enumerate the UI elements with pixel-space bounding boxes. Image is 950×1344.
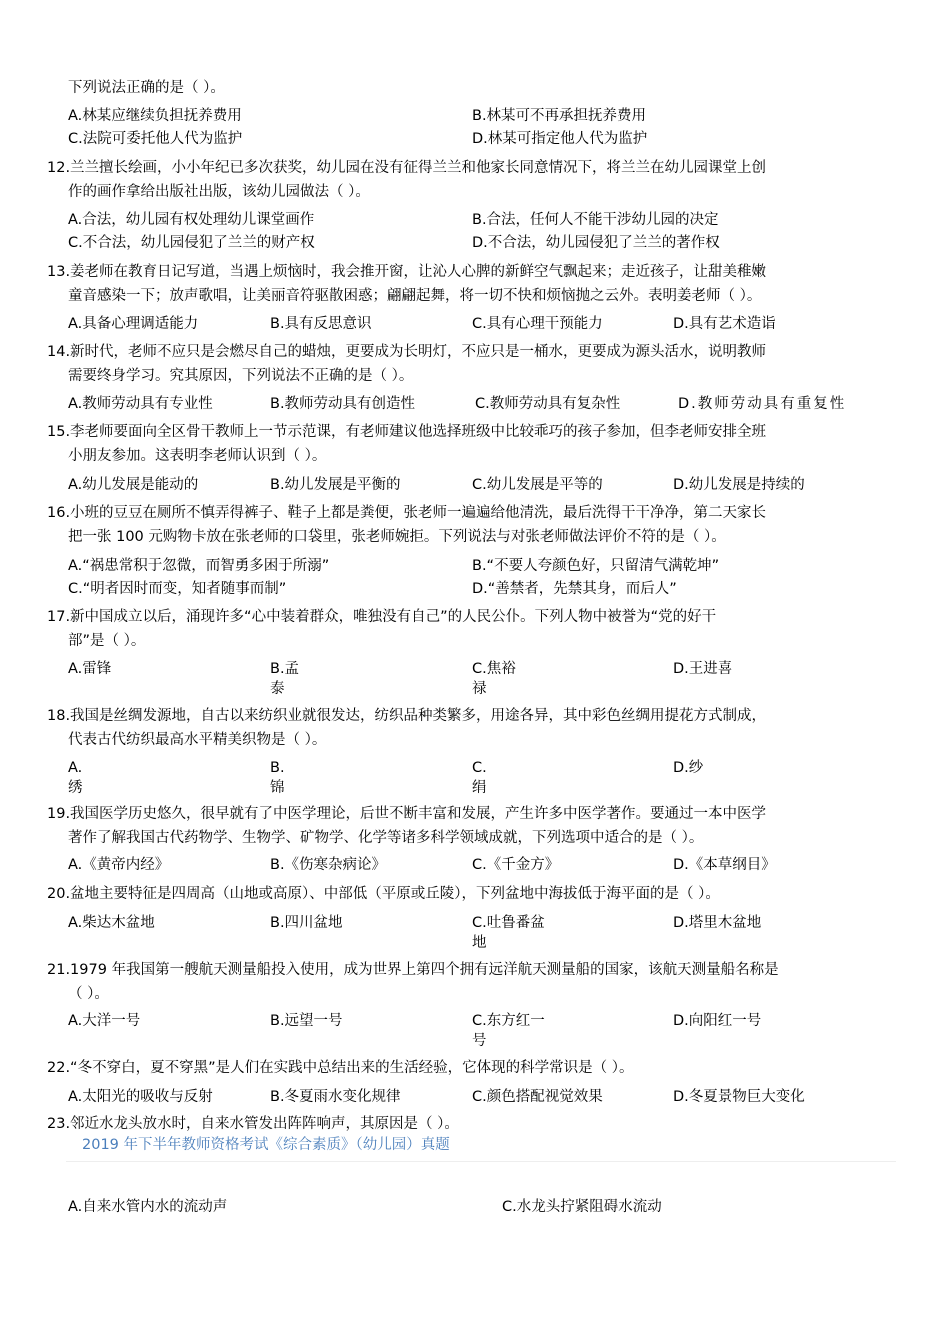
q17-option-d: D.王进喜: [673, 661, 733, 677]
q19-option-b: B.《伤寒杂病论》: [270, 857, 387, 873]
q15-option-b: B.幼儿发展是平衡的: [270, 477, 401, 493]
q15-stem-line-1: 15.李老师要面向全区骨干教师上一节示范课，有老师建议他选择班级中比较乖巧的孩子参加，但李老师安排全班: [47, 424, 767, 440]
q22-option-c: C.颜色搭配视觉效果: [472, 1089, 603, 1105]
q22-option-a: A.太阳光的吸收与反射: [68, 1089, 213, 1105]
q21-option-b: B.远望一号: [270, 1013, 343, 1029]
q14-stem-line-1: 14.新时代，老师不应只是会燃尽自己的蜡烛，更要成为长明灯，不应只是一桶水，更要成为源头活水，说明教师: [47, 344, 767, 360]
q12-option-d: D.不合法，幼儿园侵犯了兰兰的著作权: [472, 235, 720, 251]
q20-option-a: A.柴达木盆地: [68, 915, 155, 931]
q20-option-b: B.四川盆地: [270, 915, 343, 931]
q21-stem-line-2: （ ）。: [68, 986, 109, 1002]
q21-option-a: A.大洋一号: [68, 1013, 141, 1029]
q16-stem-line-2: 把一张 100 元购物卡放在张老师的口袋里，张老师婉拒。下列说法与对张老师做法评价不符的是（ ）。: [68, 529, 726, 545]
q13-option-d: D.具有艺术造诣: [673, 316, 776, 332]
q22-stem-line-1: 22.“冬不穿白，夏不穿黑”是人们在实践中总结出来的生活经验，它体现的科学常识是（ ）。: [47, 1060, 634, 1076]
q11-option-d: D.林某可指定他人代为监护: [472, 131, 648, 147]
q20-option-d: D.塔里木盆地: [673, 915, 762, 931]
q18-stem-line-2: 代表古代纺织最高水平精美织物是（ ）。: [68, 732, 327, 748]
q19-stem-line-1: 19.我国医学历史悠久，很早就有了中医学理论，后世不断丰富和发展，产生许多中医学著作。要通过一本中医学: [47, 806, 767, 822]
q19-option-d: D.《本草纲目》: [673, 857, 776, 873]
q23-option-c: C.水龙头拧紧阻碍水流动: [502, 1199, 662, 1215]
q14-option-b: B.教师劳动具有创造性: [270, 396, 416, 412]
q15-option-d: D.幼儿发展是持续的: [673, 477, 805, 493]
q16-option-a: A.“祸患常积于忽微，而智勇多困于所溺”: [68, 558, 330, 574]
q12-option-c: C.不合法，幼儿园侵犯了兰兰的财产权: [68, 235, 315, 251]
q18-option-b: B. 锦: [270, 760, 285, 796]
q14-option-c: C.教师劳动具有复杂性: [475, 396, 621, 412]
q15-option-a: A.幼儿发展是能动的: [68, 477, 199, 493]
q15-option-c: C.幼儿发展是平等的: [472, 477, 603, 493]
q13-stem-line-2: 童音感染一下；放声歌唱，让美丽音符驱散困惑；翩翩起舞，将一切不快和烦恼抛之云外。表明姜老师（ ）。: [68, 288, 762, 304]
q21-option-c: C.东方红一 号: [472, 1013, 545, 1049]
q21-option-d: D.向阳红一号: [673, 1013, 762, 1029]
page-footer-title: 2019 年下半年教师资格考试《综合素质》（幼儿园）真题: [82, 1137, 450, 1153]
q12-stem-line-1: 12.兰兰擅长绘画，小小年纪已多次获奖，幼儿园在没有征得兰兰和他家长同意情况下，将兰兰在幼儿园课堂上创: [47, 160, 767, 176]
q20-option-c: C.吐鲁番盆 地: [472, 915, 545, 951]
q16-stem-line-1: 16.小班的豆豆在厕所不慎弄得裤子、鞋子上都是粪便，张老师一遍遍给他清洗，最后洗得干干净净，第二天家长: [47, 505, 767, 521]
q18-option-c: C. 绢: [472, 760, 487, 796]
q21-stem-line-1: 21.1979 年我国第一艘航天测量船投入使用，成为世界上第四个拥有远洋航天测量船的国家，该航天测量船名称是: [47, 962, 779, 978]
q13-option-b: B.具有反思意识: [270, 316, 372, 332]
q23-stem-line-1: 23.邻近水龙头放水时，自来水管发出阵阵响声，其原因是（ ）。: [47, 1116, 459, 1132]
q19-option-a: A.《黄帝内经》: [68, 857, 170, 873]
q17-stem-line-2: 部”是（ ）。: [68, 633, 146, 649]
q18-option-a: A. 绣: [68, 760, 83, 796]
q19-stem-line-2: 著作了解我国古代药物学、生物学、矿物学、化学等诸多科学领域成就，下列选项中适合的是（ ）。: [68, 830, 704, 846]
q13-stem-line-1: 13.姜老师在教育日记写道，当遇上烦恼时，我会推开窗，让沁人心脾的新鲜空气飘起来；走近孩子，让甜美稚嫩: [47, 264, 767, 280]
q22-option-d: D.冬夏景物巨大变化: [673, 1089, 805, 1105]
q14-option-d: D.教师劳动具有重复性: [678, 396, 847, 412]
q17-option-b: B.孟 泰: [270, 661, 300, 697]
q11-option-b: B.林某可不再承担抚养费用: [472, 108, 647, 124]
q16-option-d: D.“善禁者，先禁其身，而后人”: [472, 581, 677, 597]
q19-option-c: C.《千金方》: [472, 857, 560, 873]
q23-option-a: A.自来水管内水的流动声: [68, 1199, 228, 1215]
q13-option-a: A.具备心理调适能力: [68, 316, 199, 332]
q17-stem-line-1: 17.新中国成立以后，涌现许多“心中装着群众，唯独没有自己”的人民公仆。下列人物中被誉为“党的好干: [47, 609, 717, 625]
q15-stem-line-2: 小朋友参加。这表明李老师认识到（ ）。: [68, 448, 327, 464]
q14-stem-line-2: 需要终身学习。究其原因，下列说法不正确的是（ ）。: [68, 368, 414, 384]
q11-option-c: C.法院可委托他人代为监护: [68, 131, 243, 147]
footer-divider: [66, 1161, 896, 1162]
q12-option-b: B.合法，任何人不能干涉幼儿园的决定: [472, 212, 719, 228]
q12-stem-line-2: 作的画作拿给出版社出版，该幼儿园做法（ ）。: [68, 184, 370, 200]
q17-option-c: C.焦裕 禄: [472, 661, 516, 697]
q18-stem-line-1: 18.我国是丝绸发源地，自古以来纺织业就很发达，纺织品种类繁多，用途各异，其中彩色丝绸用提花方式制成，: [47, 708, 767, 724]
q16-option-c: C.“明者因时而变，知者随事而制”: [68, 581, 287, 597]
q22-option-b: B.冬夏雨水变化规律: [270, 1089, 401, 1105]
q11-stem: 下列说法正确的是（ ）。: [68, 80, 225, 96]
q18-option-d: D.纱: [673, 760, 704, 776]
q11-option-a: A.林某应继续负担抚养费用: [68, 108, 242, 124]
q12-option-a: A.合法，幼儿园有权处理幼儿课堂画作: [68, 212, 315, 228]
q14-option-a: A.教师劳动具有专业性: [68, 396, 213, 412]
q17-option-a: A.雷锋: [68, 661, 112, 677]
q13-option-c: C.具有心理干预能力: [472, 316, 603, 332]
q16-option-b: B.“不要人夸颜色好，只留清气满乾坤”: [472, 558, 720, 574]
q20-stem-line-1: 20.盆地主要特征是四周高（山地或高原）、中部低（平原或丘陵），下列盆地中海拔低于海平面的是（ ）。: [47, 886, 720, 902]
